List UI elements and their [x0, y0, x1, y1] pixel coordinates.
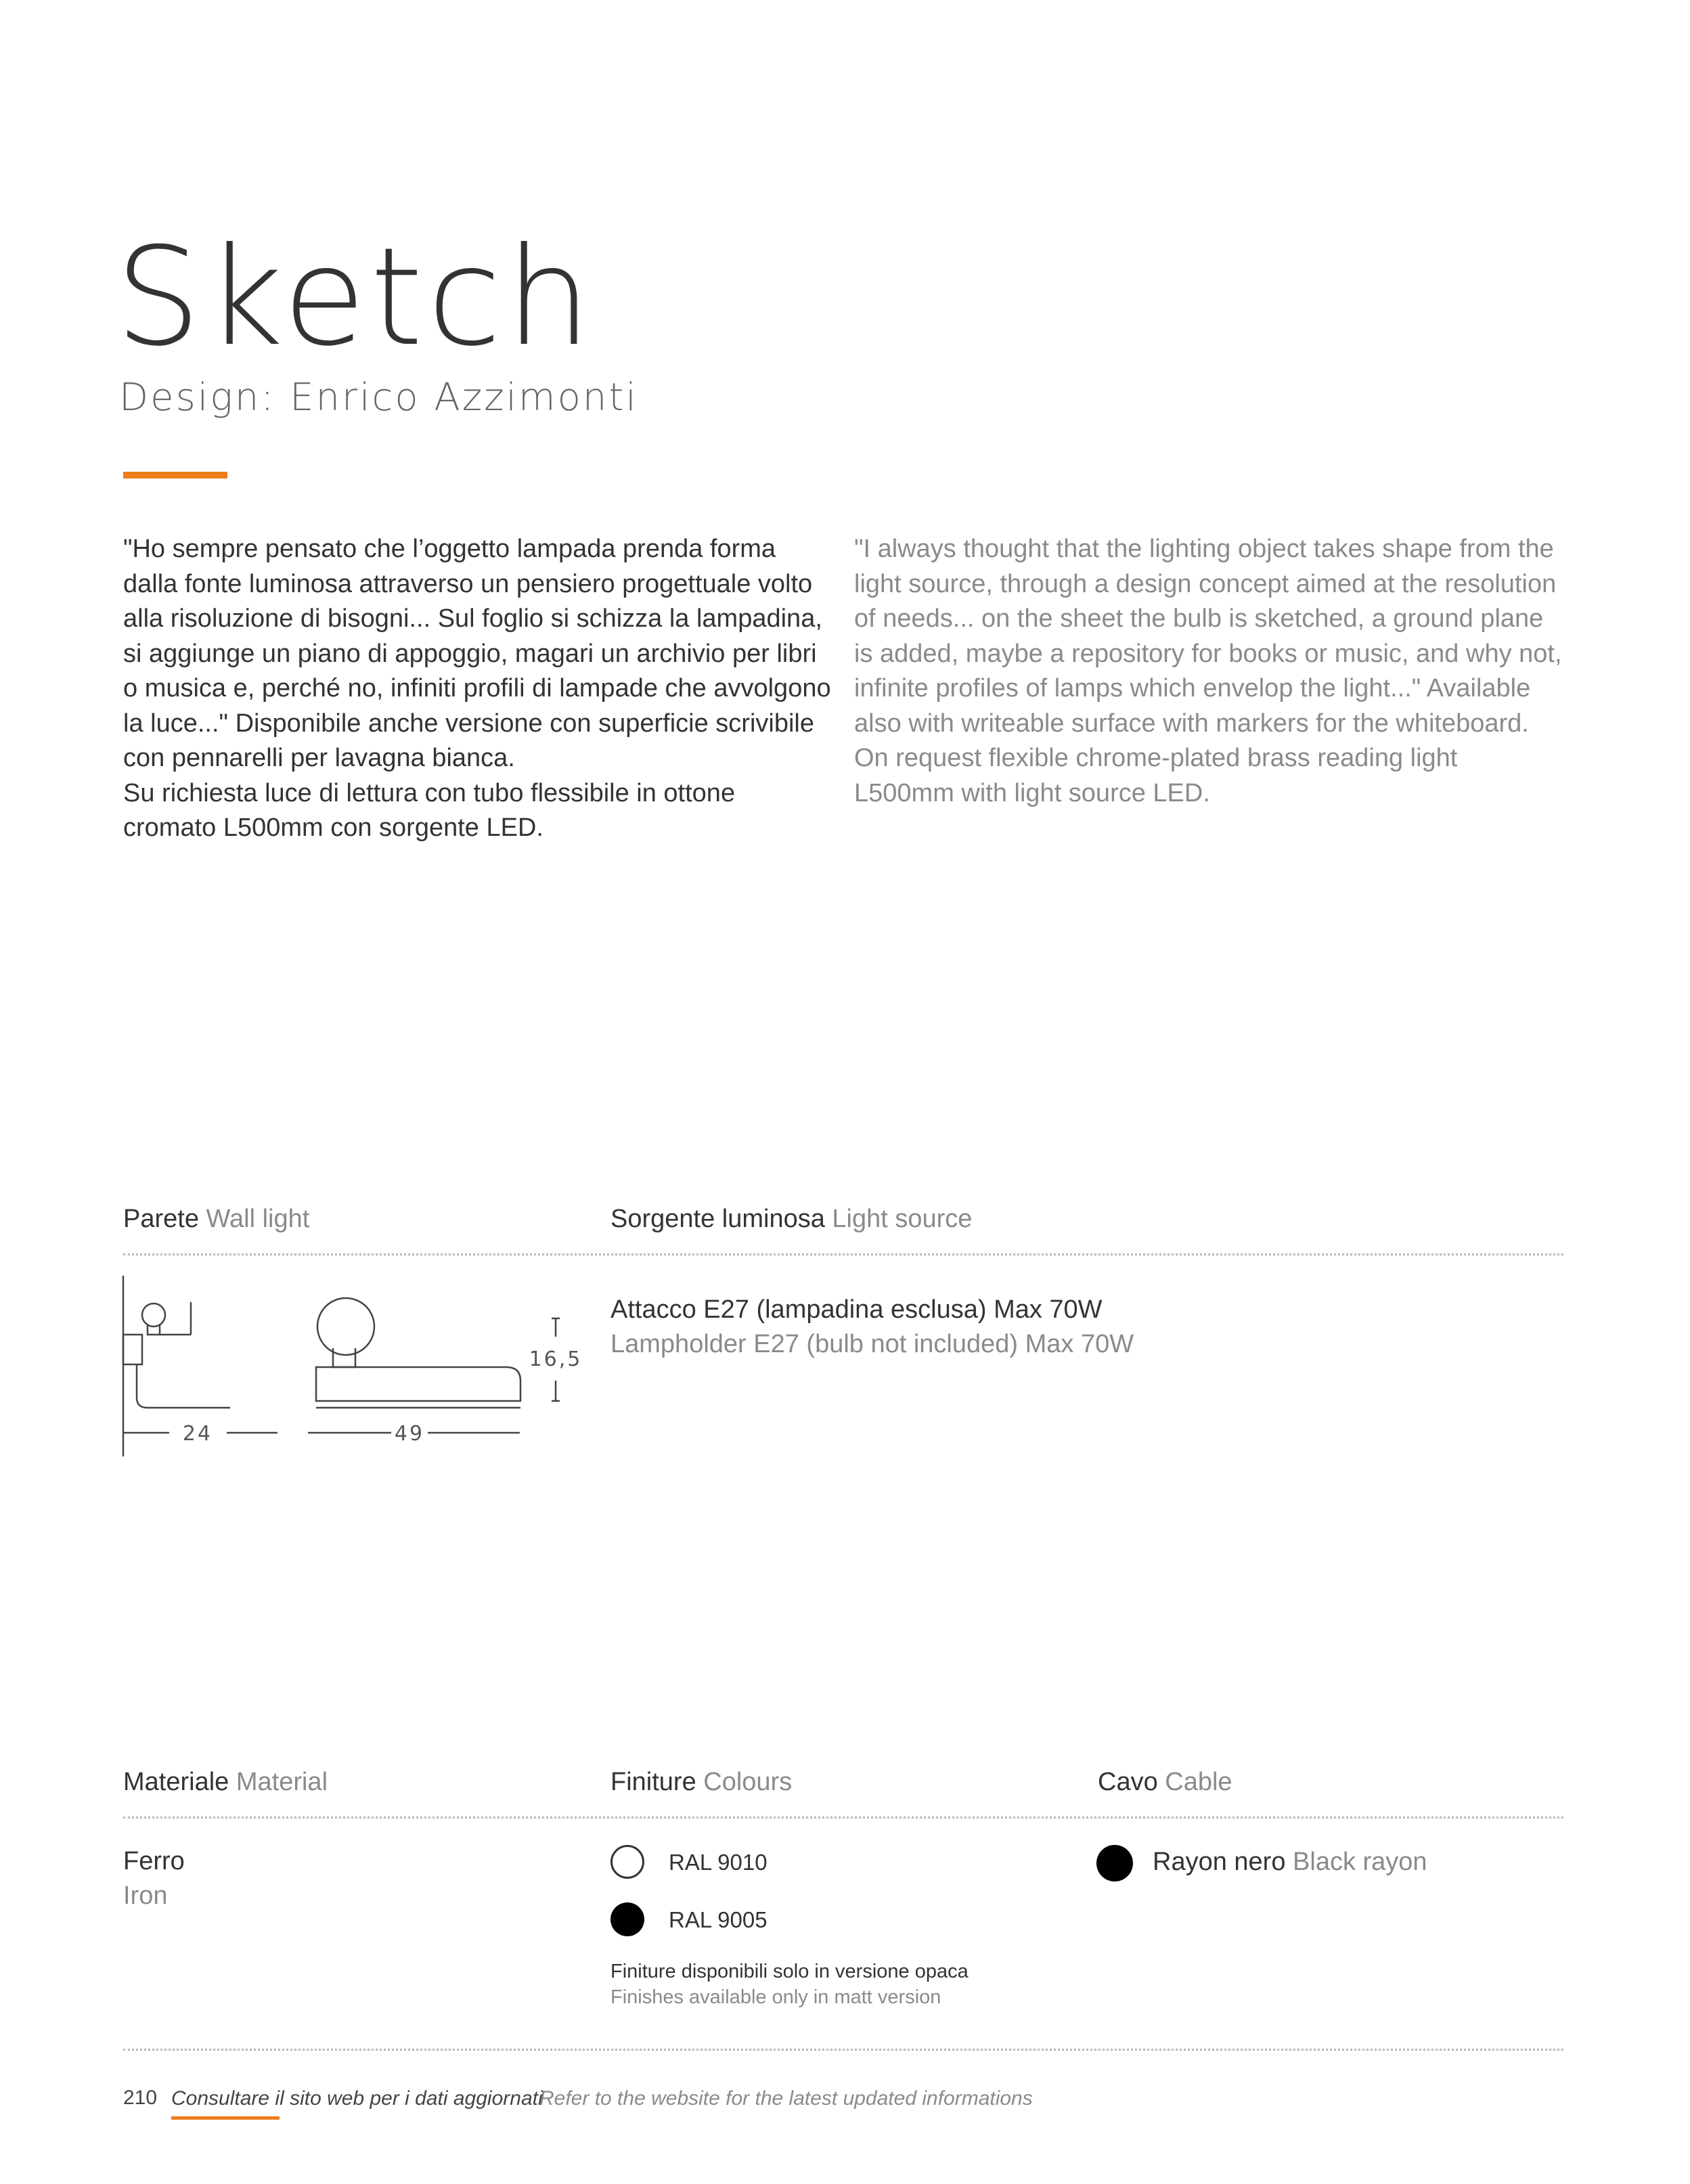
- description-line: alla risoluzione di bisogni... Sul foglio si schizza la lampadina,: [123, 604, 822, 633]
- description-line: of needs... on the sheet the bulb is sketched, a ground plane: [854, 604, 1544, 633]
- side-mount-block: [123, 1335, 142, 1364]
- light-source-info: [610, 1293, 1134, 1362]
- width-dimension: 49: [394, 1422, 425, 1446]
- material-it: Ferro: [123, 1847, 185, 1875]
- cable-it: Rayon nero: [1153, 1848, 1286, 1876]
- heading-en: Material: [236, 1768, 328, 1796]
- colours-note: [610, 1959, 969, 2010]
- accent-rule: [123, 472, 227, 478]
- description-line: con pennarelli per lavagna bianca.: [123, 744, 515, 772]
- cable-en: Black rayon: [1293, 1848, 1427, 1876]
- section-heading-wall: [123, 1205, 309, 1234]
- footer-note-en: Refer to the website for the latest updated informations: [539, 2087, 1033, 2110]
- section-heading-light-source: [610, 1205, 972, 1234]
- description-line: On request flexible chrome-plated brass reading light: [854, 744, 1458, 772]
- section-divider: [123, 1253, 1563, 1255]
- front-bulb-icon: [317, 1298, 374, 1355]
- heading-it: Materiale: [123, 1768, 229, 1796]
- swatch-ral-9005: [610, 1902, 644, 1936]
- description-italian: [123, 532, 847, 846]
- material-en: Iron: [123, 1881, 168, 1910]
- section-heading-colours: [610, 1768, 792, 1797]
- colours-note-it: Finiture disponibili solo in versione opaca: [610, 1961, 969, 1982]
- footer-note-it: Consultare il sito web per i dati aggiornati: [171, 2087, 543, 2110]
- side-bulb-icon: [142, 1303, 165, 1327]
- description-line: L500mm with light source LED.: [854, 778, 1210, 807]
- heading-it: Sorgente luminosa: [610, 1205, 825, 1233]
- colour-label: RAL 9005: [669, 1907, 768, 1932]
- heading-en: Wall light: [206, 1205, 310, 1233]
- front-bulb-socket: [333, 1348, 355, 1367]
- description-line: si aggiunge un piano di appoggio, magari un archivio per libri: [123, 639, 817, 668]
- light-source-it: Attacco E27 (lampadina esclusa) Max 70W: [610, 1295, 1103, 1324]
- description-line: also with writeable surface with markers for the whiteboard.: [854, 709, 1529, 738]
- swatch-cable-black: [1096, 1845, 1133, 1881]
- description-line: o musica e, perché no, infiniti profili di lampade che avvolgono: [123, 674, 831, 703]
- heading-it: Finiture: [610, 1768, 696, 1796]
- designer-credit: Design: Enrico Azzimonti: [119, 376, 638, 420]
- cable-info: [1153, 1848, 1427, 1877]
- description-line: Su richiesta luce di lettura con tubo flessibile in ottone: [123, 778, 736, 807]
- height-dimension: 16,5: [529, 1347, 583, 1371]
- footer-accent: [171, 2116, 280, 2120]
- light-source-en: Lampholder E27 (bulb not included) Max 70W: [610, 1330, 1134, 1358]
- colours-note-en: Finishes available only in matt version: [610, 1986, 941, 2008]
- description-line: infinite profiles of lamps which envelop the light..." Available: [854, 674, 1531, 703]
- page-number: 210: [123, 2087, 158, 2109]
- description-line: "I always thought that the lighting object takes shape from the: [854, 535, 1554, 563]
- front-shelf: [316, 1367, 520, 1401]
- description-line: is added, maybe a repository for books or music, and why not,: [854, 639, 1562, 668]
- colour-label: RAL 9010: [669, 1850, 768, 1875]
- section-heading-cable: [1098, 1768, 1232, 1797]
- side-arm: [137, 1364, 230, 1408]
- footer-divider: [123, 2049, 1563, 2051]
- section-heading-material: [123, 1768, 328, 1797]
- swatch-ral-9010: [610, 1845, 644, 1879]
- description-line: light source, through a design concept aimed at the resolution: [854, 569, 1557, 598]
- heading-it: Parete: [123, 1205, 199, 1233]
- description-line: dalla fonte luminosa attraverso un pensiero progettuale volto: [123, 569, 813, 598]
- material-info: [123, 1844, 185, 1913]
- dimension-drawing: [115, 1272, 602, 1469]
- heading-it: Cavo: [1098, 1768, 1158, 1796]
- description-line: "Ho sempre pensato che l’oggetto lampada prenda forma: [123, 535, 776, 563]
- depth-dimension: 24: [182, 1422, 213, 1446]
- product-title: Sketch: [115, 219, 596, 376]
- heading-en: Colours: [703, 1768, 793, 1796]
- heading-en: Cable: [1165, 1768, 1232, 1796]
- section-divider: [123, 1817, 1563, 1819]
- description-line: cromato L500mm con sorgente LED.: [123, 814, 543, 842]
- description-line: la luce..." Disponibile anche versione con superficie scrivibile: [123, 709, 814, 738]
- description-english: [854, 532, 1572, 811]
- heading-en: Light source: [832, 1205, 973, 1233]
